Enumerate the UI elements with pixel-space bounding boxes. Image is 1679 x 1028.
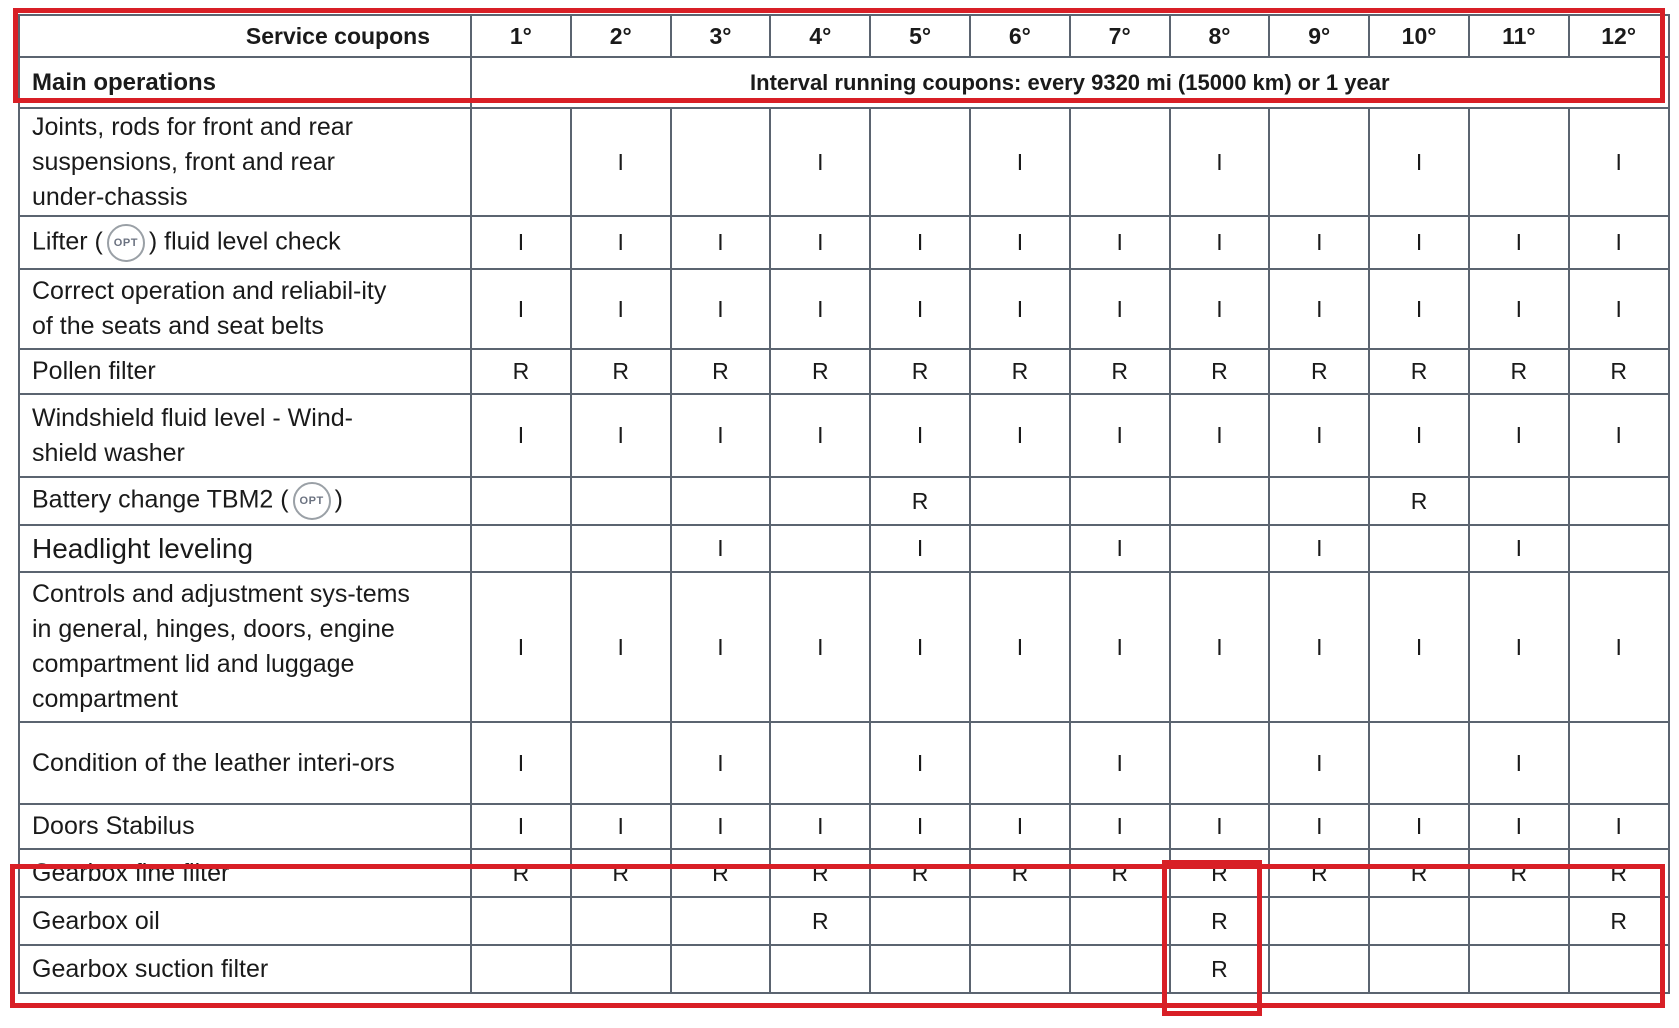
schedule-cell (1170, 477, 1270, 525)
schedule-cell (770, 722, 870, 804)
operation-label: Windshield fluid level - Wind-shield washer (19, 394, 471, 477)
schedule-cell: I (1369, 394, 1469, 477)
schedule-cell: I (571, 108, 671, 216)
schedule-cell: R (870, 477, 970, 525)
schedule-cell: R (471, 849, 571, 897)
schedule-cell: I (1070, 269, 1170, 349)
schedule-cell: R (571, 849, 671, 897)
schedule-cell (970, 897, 1070, 945)
schedule-cell: I (970, 269, 1070, 349)
schedule-cell: I (870, 394, 970, 477)
schedule-cell: I (1170, 269, 1270, 349)
schedule-cell: I (870, 269, 970, 349)
schedule-cell: R (870, 849, 970, 897)
row-gearbox-oil (19, 897, 1669, 945)
coupon-number: 8° (1170, 15, 1270, 57)
schedule-cell (870, 945, 970, 993)
schedule-cell: I (1070, 525, 1170, 572)
schedule-cell (1469, 945, 1569, 993)
schedule-cell: I (970, 572, 1070, 722)
schedule-cell (1469, 108, 1569, 216)
schedule-cell: I (1469, 572, 1569, 722)
row-doors-stabilus (19, 804, 1669, 849)
schedule-cell: I (471, 722, 571, 804)
schedule-cell: R (671, 849, 771, 897)
schedule-cell: I (1569, 216, 1669, 269)
operation-label: Gearbox oil (19, 897, 471, 945)
schedule-cell: I (1469, 804, 1569, 849)
schedule-cell: I (1170, 108, 1270, 216)
schedule-cell: R (1469, 849, 1569, 897)
schedule-cell: I (1569, 108, 1669, 216)
schedule-cell: I (1170, 572, 1270, 722)
maintenance-table (18, 14, 1670, 994)
coupon-number: 5° (870, 15, 970, 57)
schedule-cell: R (770, 897, 870, 945)
schedule-cell (1269, 108, 1369, 216)
schedule-cell (471, 525, 571, 572)
row-battery-change (19, 477, 1669, 525)
schedule-cell: I (770, 216, 870, 269)
schedule-cell (1369, 525, 1469, 572)
schedule-cell (1269, 477, 1369, 525)
schedule-cell: R (1369, 477, 1469, 525)
schedule-cell: I (1170, 804, 1270, 849)
schedule-cell: I (1469, 216, 1569, 269)
schedule-cell: I (671, 216, 771, 269)
main-operations-heading: Main operations (19, 57, 471, 108)
schedule-cell (770, 945, 870, 993)
schedule-cell (1569, 722, 1669, 804)
schedule-cell (1170, 722, 1270, 804)
schedule-cell: I (1070, 804, 1170, 849)
schedule-cell: I (471, 269, 571, 349)
schedule-cell (671, 897, 771, 945)
schedule-cell: R (970, 849, 1070, 897)
schedule-cell (970, 722, 1070, 804)
operation-label-text: ) fluid level check (148, 227, 341, 256)
operation-label (19, 216, 471, 269)
operation-label: Gearbox suction filter (19, 945, 471, 993)
schedule-cell: I (1070, 572, 1170, 722)
coupon-number: 2° (571, 15, 671, 57)
schedule-cell (1469, 477, 1569, 525)
schedule-cell: I (571, 572, 671, 722)
schedule-cell: I (770, 269, 870, 349)
schedule-cell: I (1569, 572, 1669, 722)
opt-icon: OPT (293, 482, 331, 520)
schedule-cell: I (1369, 269, 1469, 349)
schedule-cell (1569, 945, 1669, 993)
schedule-cell: I (870, 525, 970, 572)
schedule-cell (1070, 897, 1170, 945)
schedule-cell: I (1170, 394, 1270, 477)
schedule-cell: I (1469, 269, 1569, 349)
schedule-cell: I (571, 269, 671, 349)
operation-label: Headlight leveling (19, 525, 471, 572)
schedule-cell: I (471, 804, 571, 849)
schedule-cell: I (1070, 722, 1170, 804)
schedule-cell (471, 945, 571, 993)
schedule-cell: R (970, 349, 1070, 394)
operation-label: Pollen filter (19, 349, 471, 394)
schedule-cell (1369, 897, 1469, 945)
schedule-cell (970, 525, 1070, 572)
row-gearbox-fine-filter (19, 849, 1669, 897)
schedule-cell: R (1569, 349, 1669, 394)
operation-label: Gearbox fine filter (19, 849, 471, 897)
schedule-cell: R (1170, 945, 1270, 993)
schedule-cell (1070, 945, 1170, 993)
schedule-cell: I (571, 394, 671, 477)
schedule-cell: I (471, 394, 571, 477)
schedule-cell: R (1170, 349, 1270, 394)
schedule-cell (770, 525, 870, 572)
schedule-cell: I (1369, 108, 1469, 216)
schedule-cell: I (1569, 269, 1669, 349)
schedule-cell: R (571, 349, 671, 394)
schedule-cell (770, 477, 870, 525)
schedule-cell: R (1269, 349, 1369, 394)
row-gearbox-suction-filter (19, 945, 1669, 993)
schedule-cell (571, 722, 671, 804)
schedule-cell: I (770, 572, 870, 722)
coupon-number: 9° (1269, 15, 1369, 57)
row-windshield-fluid (19, 394, 1669, 477)
row-lifter (19, 216, 1669, 269)
schedule-cell: I (1569, 804, 1669, 849)
schedule-cell: R (471, 349, 571, 394)
schedule-cell (1070, 108, 1170, 216)
coupon-number: 6° (970, 15, 1070, 57)
schedule-cell: I (671, 722, 771, 804)
operation-label: Doors Stabilus (19, 804, 471, 849)
schedule-cell: I (1269, 525, 1369, 572)
schedule-cell: R (1269, 849, 1369, 897)
schedule-cell (571, 945, 671, 993)
schedule-cell (1269, 945, 1369, 993)
schedule-cell (571, 525, 671, 572)
coupon-number: 1° (471, 15, 571, 57)
schedule-cell: I (1269, 572, 1369, 722)
schedule-cell: I (1569, 394, 1669, 477)
schedule-cell: I (1170, 216, 1270, 269)
interval-note: Interval running coupons: every 9320 mi (15000 km) or 1 year (471, 57, 1669, 108)
schedule-cell (970, 477, 1070, 525)
operation-label-text: Lifter ( (32, 227, 103, 256)
schedule-cell: R (1170, 897, 1270, 945)
schedule-cell: I (471, 216, 571, 269)
schedule-cell (671, 108, 771, 216)
schedule-cell: I (1469, 394, 1569, 477)
schedule-cell: I (870, 804, 970, 849)
schedule-cell: I (471, 572, 571, 722)
schedule-cell (870, 108, 970, 216)
schedule-cell: I (1269, 216, 1369, 269)
schedule-cell (1569, 477, 1669, 525)
schedule-cell: I (770, 108, 870, 216)
schedule-cell: I (1070, 394, 1170, 477)
schedule-cell: I (571, 216, 671, 269)
row-controls-adjustment (19, 572, 1669, 722)
schedule-cell (1369, 945, 1469, 993)
schedule-cell: R (1569, 897, 1669, 945)
operation-label-text: ) (334, 485, 343, 514)
coupon-number: 12° (1569, 15, 1669, 57)
schedule-cell: R (1369, 349, 1469, 394)
service-coupons-heading: Service coupons (19, 15, 471, 57)
coupon-header-row (19, 15, 1669, 57)
schedule-cell: I (1369, 572, 1469, 722)
schedule-cell: R (1070, 349, 1170, 394)
main-operations-row (19, 57, 1669, 108)
schedule-cell (471, 477, 571, 525)
coupon-number: 10° (1369, 15, 1469, 57)
schedule-cell: I (970, 804, 1070, 849)
row-seats-belts (19, 269, 1669, 349)
schedule-cell: I (1269, 394, 1369, 477)
schedule-cell (571, 477, 671, 525)
schedule-cell: R (1569, 849, 1669, 897)
operation-label-text: Battery change TBM2 ( (32, 485, 289, 514)
schedule-cell: I (1070, 216, 1170, 269)
schedule-cell: R (1070, 849, 1170, 897)
schedule-cell (471, 897, 571, 945)
schedule-cell (1070, 477, 1170, 525)
schedule-cell (1569, 525, 1669, 572)
schedule-cell (1369, 722, 1469, 804)
schedule-cell: R (671, 349, 771, 394)
schedule-cell (970, 945, 1070, 993)
schedule-cell (671, 477, 771, 525)
schedule-cell: I (770, 804, 870, 849)
row-pollen-filter (19, 349, 1669, 394)
schedule-cell: R (770, 349, 870, 394)
operation-label: Controls and adjustment sys-tems in general, hinges, doors, engine compartment lid and luggage compartment (19, 572, 471, 722)
row-joints-rods (19, 108, 1669, 216)
schedule-cell (870, 897, 970, 945)
schedule-cell (1170, 525, 1270, 572)
schedule-cell (671, 945, 771, 993)
row-headlight-leveling (19, 525, 1669, 572)
operation-label: Condition of the leather interi-ors (19, 722, 471, 804)
operation-label: Joints, rods for front and rear suspensions, front and rear under-chassis (19, 108, 471, 216)
schedule-cell: I (770, 394, 870, 477)
coupon-number: 4° (770, 15, 870, 57)
schedule-cell: I (1469, 722, 1569, 804)
schedule-cell (1469, 897, 1569, 945)
maintenance-schedule (18, 14, 1668, 994)
coupon-number: 7° (1070, 15, 1170, 57)
schedule-cell: I (1469, 525, 1569, 572)
schedule-cell: I (671, 572, 771, 722)
schedule-cell: I (571, 804, 671, 849)
operation-label (19, 477, 471, 525)
operation-label: Correct operation and reliabil-ity of the seats and seat belts (19, 269, 471, 349)
schedule-cell: I (970, 216, 1070, 269)
schedule-cell: I (870, 572, 970, 722)
schedule-cell: I (870, 722, 970, 804)
opt-icon: OPT (107, 224, 145, 262)
schedule-cell: I (1269, 804, 1369, 849)
schedule-cell (571, 897, 671, 945)
schedule-cell: R (870, 349, 970, 394)
schedule-cell: I (870, 216, 970, 269)
schedule-cell (471, 108, 571, 216)
schedule-cell: I (1369, 216, 1469, 269)
schedule-cell: R (770, 849, 870, 897)
schedule-cell: R (1170, 849, 1270, 897)
coupon-number: 3° (671, 15, 771, 57)
schedule-cell: I (1269, 269, 1369, 349)
schedule-cell: I (671, 525, 771, 572)
schedule-cell: I (671, 804, 771, 849)
schedule-cell (1269, 897, 1369, 945)
schedule-cell: I (671, 394, 771, 477)
schedule-cell: R (1469, 349, 1569, 394)
schedule-cell: I (1269, 722, 1369, 804)
schedule-cell: I (671, 269, 771, 349)
schedule-cell: I (1369, 804, 1469, 849)
schedule-cell: I (970, 108, 1070, 216)
schedule-cell: I (970, 394, 1070, 477)
schedule-cell: R (1369, 849, 1469, 897)
row-leather-interiors (19, 722, 1669, 804)
coupon-number: 11° (1469, 15, 1569, 57)
